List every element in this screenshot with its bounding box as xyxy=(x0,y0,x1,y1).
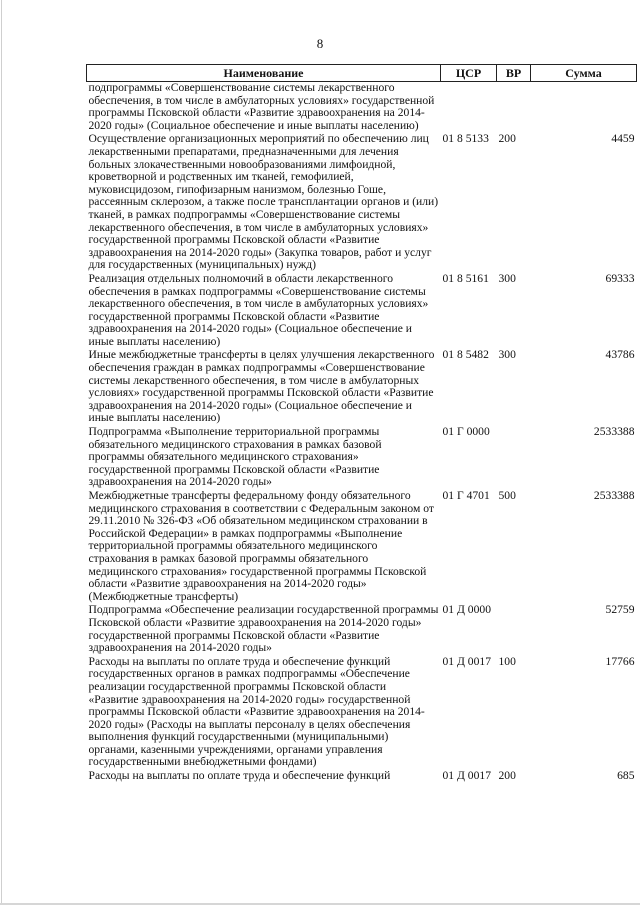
row-csr xyxy=(441,82,497,134)
table-row xyxy=(87,82,637,134)
row-sum: 4459 xyxy=(611,132,635,146)
row-vr xyxy=(497,426,531,490)
table-row xyxy=(87,770,637,784)
table-row xyxy=(87,656,637,770)
table-row xyxy=(87,426,637,490)
row-csr: 01 8 5482 xyxy=(442,348,489,362)
row-name: Расходы на выплаты по оплате труда и обеспечение функций xyxy=(88,769,391,783)
row-csr: 01 Д 0017 xyxy=(442,654,491,668)
row-vr: 200 xyxy=(498,769,516,783)
column-header-sum: Сумма xyxy=(531,65,637,82)
row-name: подпрограммы «Совершенствование системы лекарственного обеспечения, в том числе в амбулаторных условиях» государственной программы Псковской области «Развитие здравоохранения на 2014-2020 годы» (Социальное обеспечение и иные выплаты населению) xyxy=(88,81,435,132)
scan-edge-left xyxy=(1,0,2,905)
row-name: Реализация отдельных полномочий в области лекарственного обеспечения в рамках подпрограммы «Совершенствование системы лекарственного обеспечения, в том числе в амбулаторных условиях» государственной программы Псковской области «Развитие здравоохранения на 2014-2020 годы» (Социальное обеспечение и иные выплаты населению) xyxy=(88,271,429,348)
row-csr: 01 Д 0017 xyxy=(442,769,491,783)
row-sum: 17766 xyxy=(605,654,635,668)
budget-table xyxy=(86,64,637,784)
row-vr: 500 xyxy=(498,489,516,502)
row-name: Подпрограмма «Выполнение территориальной программы обязательного медицинского страхования в рамках базовой программы обязательного медицинского страхования» государственной программы Псковской области «Развитие здравоохранения на 2014-2020 годы» xyxy=(88,425,382,489)
row-name: Осуществление организационных мероприятий по обеспечению лиц лекарственными препаратами, предназначенными для лечения больных злокачественными новообразованиями лимфоидной, кроветворной и родственных им тканей, гемофилией, муковисцидозом, гипофизарным нанизмом, болезнью Гоше, рассеянным склерозом, а также после трансплантации органов и (или) тканей, в рамках подпрограммы «Совершенствование системы лекарственного обеспечения, в том числе в амбулаторных условиях» государственной программы Псковской области «Развитие здравоохранения на 2014-2020 годы» (Закупка товаров, работ и услуг для государственных (муниципальных) нужд) xyxy=(88,132,439,272)
table-row xyxy=(87,349,637,426)
row-csr: 01 Г 0000 xyxy=(442,425,490,439)
column-header-name: Наименование xyxy=(87,65,441,82)
row-vr xyxy=(497,604,531,655)
table-header-row xyxy=(87,65,637,82)
row-sum: 69333 xyxy=(605,271,635,285)
row-vr: 300 xyxy=(498,271,516,285)
row-sum: 685 xyxy=(617,769,635,783)
row-vr: 300 xyxy=(498,348,516,362)
row-sum xyxy=(531,82,637,134)
row-vr: 100 xyxy=(498,654,516,668)
page-number: 8 xyxy=(316,36,324,51)
column-header-csr: ЦСР xyxy=(441,65,497,82)
row-sum: 2533388 xyxy=(593,425,635,439)
row-name: Иные межбюджетные трансферты в целях улучшения лекарственного обеспечения граждан в рамках подпрограммы «Совершенствование системы лекарственного обеспечения, в том числе в амбулаторных условиях» государственной программы Псковской области «Развитие здравоохранения на 2014-2020 годы» (Социальное обеспечение и иные выплаты населению) xyxy=(88,348,435,425)
row-csr: 01 Г 4701 xyxy=(442,489,490,502)
table-row xyxy=(87,490,637,604)
row-vr xyxy=(497,82,531,134)
row-csr: 01 8 5133 xyxy=(442,132,489,146)
row-csr: 01 Д 0000 xyxy=(442,603,491,617)
row-name: Межбюджетные трансферты федеральному фонду обязательного медицинского страхования в соответствии с Федеральным законом от 29.11.2010 № 326-ФЗ «Об обязательном медицинском страховании в Российской Федерации» в рамках подпрограммы «Выполнение территориальной программы обязательного медицинского страхования в рамках базовой программы обязательного медицинского страхования» государственной программы Псковской области «Развитие здравоохранения на 2014-2020 годы» (Межбюджетные трансферты) xyxy=(88,489,434,603)
column-header-vr: ВР xyxy=(497,65,531,82)
table-row xyxy=(87,604,637,655)
table-row xyxy=(87,273,637,350)
table-row xyxy=(87,133,637,273)
row-csr: 01 8 5161 xyxy=(442,271,489,285)
row-vr: 200 xyxy=(498,132,516,146)
row-name: Подпрограмма «Обеспечение реализации государственной программы Псковской области «Развитие здравоохранения на 2014-2020 годы» государственной программы Псковской области «Развитие здравоохранения на 2014-2020 годы» xyxy=(88,603,439,655)
row-sum: 52759 xyxy=(605,603,635,617)
row-sum: 43786 xyxy=(605,348,635,362)
row-sum: 2533388 xyxy=(593,489,635,502)
row-name: Расходы на выплаты по оплате труда и обеспечение функций государственных органов в рамках подпрограммы «Обеспечение реализации государственной программы Псковской области «Развитие здравоохранения на 2014-2020 годы» государственной программы Псковской области «Развитие здравоохранения на 2014-2020 годы» (Расходы на выплаты персоналу в целях обеспечения выполнения функций государственными (муниципальными) органами, казенными учреждениями, органами управления государственными внебюджетными фондами) xyxy=(88,654,425,769)
